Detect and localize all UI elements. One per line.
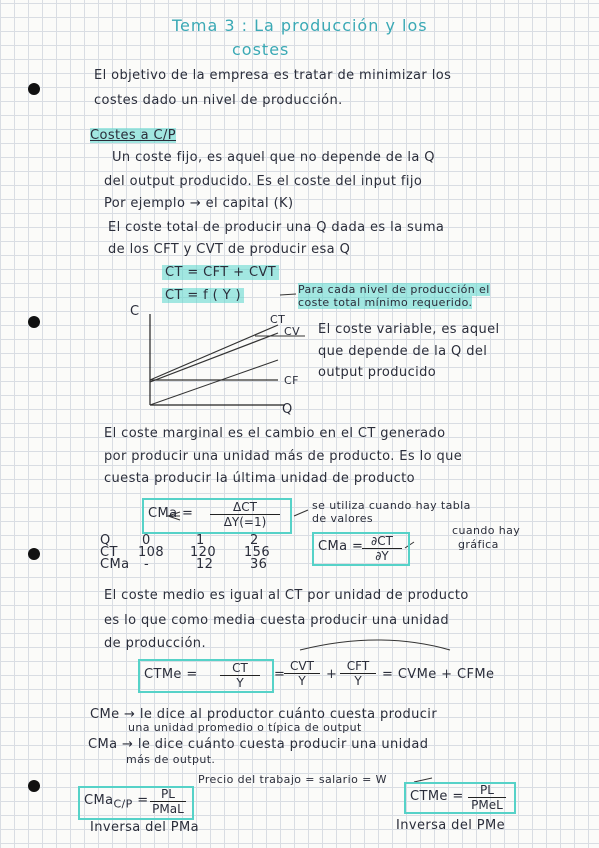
fraction-denominator: Y (236, 676, 244, 690)
table-row (100, 545, 300, 560)
formula-ct: CT = CFT + CVT (162, 265, 279, 280)
definition-text: una unidad promedio o típica de output (128, 721, 362, 734)
body-text: de producción. (104, 636, 206, 651)
body-text: Un coste fijo, es aquel que no depende de la Q (112, 150, 435, 165)
note-text: coste total mínimo requerido. (298, 296, 473, 309)
note-text: Precio del trabajo = salario = W (198, 773, 387, 786)
formula-label: CMa$_{C/P}$ = (84, 793, 149, 811)
table-cell: 12 (196, 557, 214, 572)
formula-ct-function: CT = f ( Y ) (162, 288, 244, 303)
table-cell: 36 (250, 557, 268, 572)
definition-text: CMa → le dice cuánto cuesta producir una unidad (88, 737, 429, 752)
formula-label: CTMe = (410, 789, 464, 804)
fraction-denominator: Y (354, 674, 362, 688)
body-text: es lo que como media cuesta producir una unidad (104, 613, 449, 628)
formula-fraction (210, 500, 280, 529)
formula-fraction (284, 659, 320, 688)
body-text: El coste variable, es aquel (318, 322, 500, 337)
table-cell: 2 (250, 533, 259, 548)
formula-equals: = (274, 667, 286, 682)
graph-cf-label: CF (284, 374, 299, 387)
fraction-numerator: ∂CT (362, 534, 402, 549)
caption-text: Inversa del PMa (90, 820, 199, 835)
formula-fraction (468, 783, 506, 812)
formula-label: CMa = (318, 539, 364, 554)
formula-subscript: C/P (113, 797, 133, 811)
table-cell: Q (100, 533, 111, 548)
fraction-numerator: ΔCT (210, 500, 280, 515)
fraction-numerator: CVT (284, 659, 320, 674)
graph-cv-label: CV (284, 325, 301, 338)
fraction-denominator: ΔY(=1) (223, 515, 267, 529)
formula-fraction (340, 659, 376, 688)
note-text: cuando hay (452, 524, 521, 537)
formula-fraction (150, 787, 186, 816)
table-cell: 156 (244, 545, 271, 560)
fraction-denominator: PMaL (152, 802, 184, 816)
page-title: Tema 3 : La producción y los (172, 16, 428, 35)
body-text: El coste marginal es el cambio en el CT generado (104, 426, 446, 441)
definition-text: CMe → le dice al productor cuánto cuesta producir (90, 707, 438, 722)
graph-x-label: Q (282, 402, 293, 417)
note-text: se utiliza cuando hay tabla (312, 499, 471, 512)
body-text: cuesta producir la última unidad de producto (104, 471, 416, 486)
definition-text: más de output. (126, 753, 216, 766)
intro-text: costes dado un nivel de producción. (94, 93, 343, 108)
formula-label: CTMe = (144, 667, 198, 682)
fraction-denominator: PMeL (471, 798, 503, 812)
table-cell: 108 (138, 545, 165, 560)
table-cell: CMa (100, 557, 130, 572)
formula-plus: + (326, 667, 338, 682)
page-title-line2: costes (232, 40, 290, 59)
table-cell: 120 (190, 545, 217, 560)
fraction-numerator: PL (468, 783, 506, 798)
section-heading: Costes a C/P (90, 128, 176, 143)
formula-tail: = CVMe + CFMe (382, 667, 495, 682)
table-cell: CT (100, 545, 118, 560)
fraction-numerator: CT (220, 661, 260, 676)
fraction-denominator: ∂Y (375, 549, 389, 563)
note-text: de valores (312, 512, 374, 525)
body-text: que depende de la Q del (318, 344, 488, 359)
body-text: Por ejemplo → el capital (K) (104, 196, 294, 211)
fraction-denominator: Y (298, 674, 306, 688)
graph-ct-label: CT (270, 313, 286, 326)
fraction-numerator: CFT (340, 659, 376, 674)
body-text: de los CFT y CVT de producir esa Q (108, 242, 351, 257)
fraction-numerator: PL (150, 787, 186, 802)
table-row (100, 557, 300, 572)
table-row (100, 533, 300, 548)
body-text: por producir una unidad más de producto. Es lo que (104, 449, 463, 464)
note-text: Para cada nivel de producción el (298, 283, 490, 296)
body-text: output producido (318, 365, 437, 380)
formula-label-main: CMa (84, 793, 114, 808)
body-text: El coste medio es igual al CT por unidad de producto (104, 588, 469, 603)
graph-y-label: C (130, 304, 140, 319)
table-cell: 1 (196, 533, 205, 548)
note-text: gráfica (458, 538, 499, 551)
table-cell: - (144, 557, 150, 572)
formula-label: CMa = (148, 506, 194, 521)
table-cell: 0 (142, 533, 151, 548)
body-text: El coste total de producir una Q dada es la suma (108, 220, 445, 235)
intro-text: El objetivo de la empresa es tratar de minimizar los (94, 68, 452, 83)
caption-text: Inversa del PMe (396, 818, 506, 833)
formula-fraction (362, 534, 402, 563)
formula-fraction (220, 661, 260, 690)
body-text: del output producido. Es el coste del input fijo (104, 174, 423, 189)
